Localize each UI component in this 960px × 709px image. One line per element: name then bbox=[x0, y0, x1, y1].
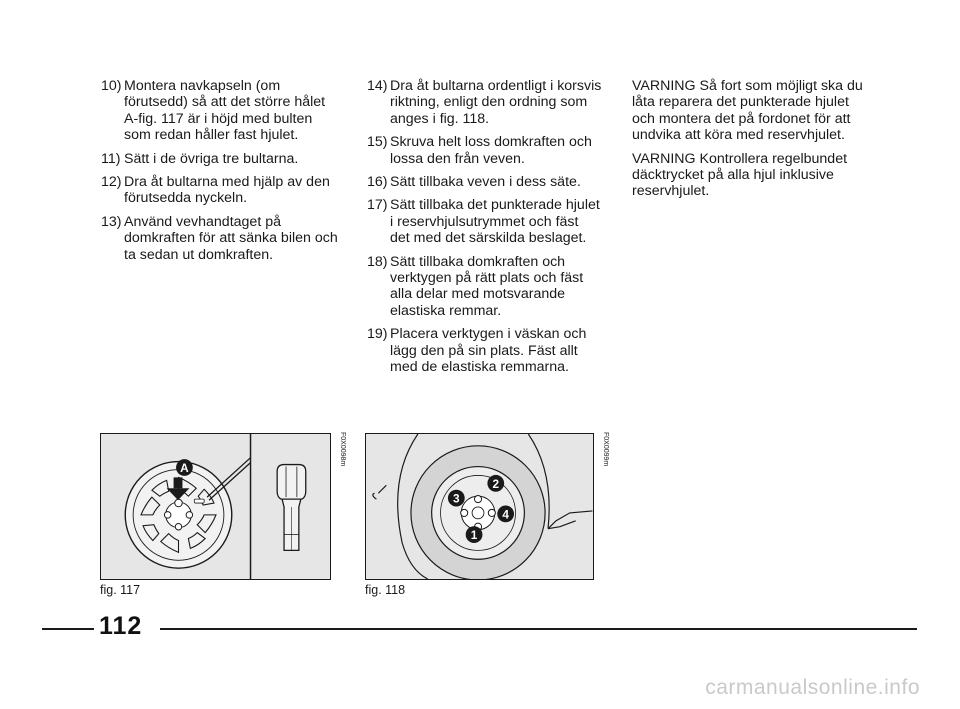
bolt-order-label: 2 bbox=[492, 476, 500, 491]
step-text: Använd vevhandtaget på domkraften för att sänka bilen och ta sedan ut domkraften. bbox=[124, 213, 338, 263]
warning-text: VARNING Så fort som möjligt ska du låta reparera det punkterade hjulet och montera det på fordonet för att undvika att köra med reservhjulet. bbox=[632, 78, 863, 144]
step-16 bbox=[367, 174, 602, 190]
bolt-order-label: 1 bbox=[470, 528, 478, 543]
step-15 bbox=[367, 134, 602, 167]
step-number: 12) bbox=[101, 174, 122, 191]
step-18 bbox=[367, 254, 602, 320]
warning-text: VARNING Kontrollera regelbundet däcktrycket på alla hjul inklusive reservhjulet. bbox=[632, 150, 848, 200]
watermark: carmanualsonline.info bbox=[705, 676, 920, 699]
label-a: A bbox=[180, 460, 189, 475]
step-number: 15) bbox=[367, 134, 388, 151]
step-10 bbox=[101, 78, 341, 144]
bolt-order-badge-2 bbox=[487, 475, 504, 492]
column-1 bbox=[101, 78, 341, 270]
bolt-order-badge-4 bbox=[497, 506, 514, 523]
step-number: 19) bbox=[367, 326, 388, 343]
step-12 bbox=[101, 174, 341, 207]
step-number: 17) bbox=[367, 197, 388, 214]
bolt-order-badge-3 bbox=[448, 490, 465, 507]
step-14 bbox=[367, 78, 602, 127]
step-19 bbox=[367, 326, 602, 375]
figure-code: F0X0099m bbox=[602, 432, 609, 467]
figure-117 bbox=[100, 433, 331, 580]
column-3 bbox=[632, 78, 872, 207]
step-text: Dra åt bultarna ordentligt i korsvis riktning, enligt den ordning som anges i fig. 118. bbox=[390, 78, 602, 127]
figure-118 bbox=[365, 433, 594, 580]
step-number: 10) bbox=[101, 78, 122, 94]
figure-caption: fig. 118 bbox=[365, 583, 406, 597]
step-text: Skruva helt loss domkraften och lossa den från veven. bbox=[390, 134, 592, 167]
figure-caption: fig. 117 bbox=[100, 583, 141, 597]
step-13 bbox=[101, 214, 341, 263]
bolt-order-label: 3 bbox=[453, 491, 460, 506]
step-text: Sätt tillbaka veven i dess säte. bbox=[390, 174, 581, 191]
step-number: 14) bbox=[367, 78, 388, 94]
bolt-order-badge-1 bbox=[466, 526, 483, 543]
step-11 bbox=[101, 151, 341, 167]
step-number: 16) bbox=[367, 174, 388, 191]
bolt-cap-icon bbox=[277, 465, 306, 551]
wheel-bolt-order-illustration bbox=[366, 434, 593, 579]
footer-rule-right bbox=[160, 628, 917, 630]
step-17 bbox=[367, 197, 602, 246]
step-text: Placera verktygen i väskan och lägg den på sin plats. Fäst allt med de elastiska remmarna. bbox=[390, 326, 587, 376]
step-text: Sätt i de övriga tre bultarna. bbox=[124, 150, 299, 167]
step-text: Sätt tillbaka domkraften och verktygen på rätt plats och fäst alla delar med motsvarande elastiska remmar. bbox=[390, 253, 584, 319]
step-number: 11) bbox=[101, 150, 121, 167]
step-number: 18) bbox=[367, 253, 388, 270]
bolt-order-label: 4 bbox=[502, 507, 509, 522]
hubcap-illustration bbox=[101, 434, 330, 579]
figure-code: F0X0098m bbox=[339, 432, 346, 467]
hub-icon bbox=[461, 496, 496, 531]
step-text: Montera navkapseln (om förutsedd) så att det större hålet A-fig. 117 är i höjd med bulten som redan håller fast hjulet. bbox=[124, 78, 326, 144]
step-number: 13) bbox=[101, 213, 122, 230]
footer-rule-left bbox=[42, 628, 94, 630]
label-a-badge bbox=[176, 459, 193, 476]
page-number: 112 bbox=[99, 612, 143, 640]
step-text: Dra åt bultarna med hjälp av den förutsedda nyckeln. bbox=[124, 174, 330, 207]
column-2 bbox=[367, 78, 602, 383]
step-text: Sätt tillbaka det punkterade hjulet i reservhjulsutrymmet och fäst det med det särskilda beslaget. bbox=[390, 197, 600, 247]
